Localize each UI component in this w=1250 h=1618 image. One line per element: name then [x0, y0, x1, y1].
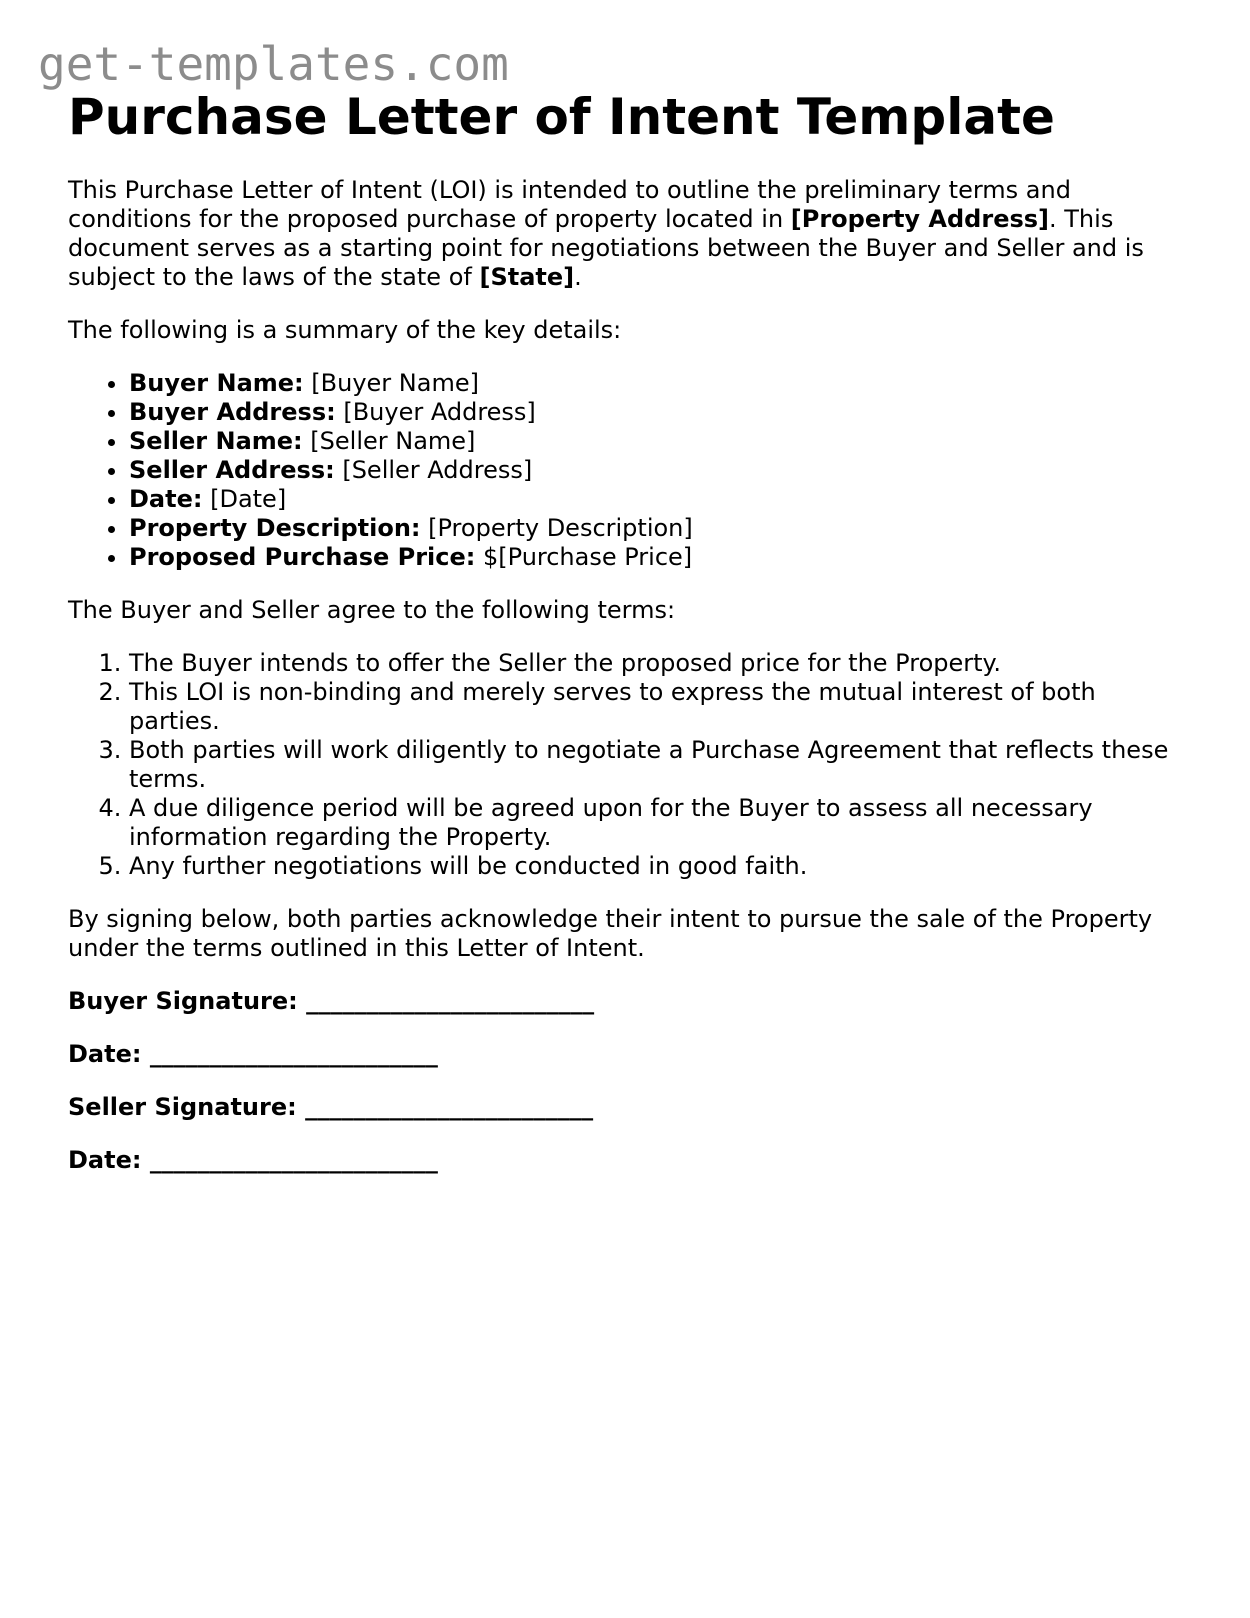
detail-value: [Buyer Address] [335, 398, 536, 426]
intro-paragraph [68, 176, 1188, 292]
detail-value: [Seller Name] [302, 427, 476, 455]
term-item: 4. A due diligence period will be agreed upon for the Buyer to assess all necessary information regarding the Property. [129, 794, 1188, 852]
detail-property-description [129, 514, 1188, 543]
detail-label: Buyer Address: [129, 398, 336, 426]
term-item: 1. The Buyer intends to offer the Seller the proposed price for the Property. [129, 649, 1188, 678]
buyer-date-line: Date: ________________________ [68, 1040, 438, 1068]
state-placeholder: [State] [479, 263, 575, 291]
detail-value: [Seller Address] [334, 456, 533, 484]
property-address-placeholder: [Property Address] [790, 205, 1050, 233]
summary-lead: The following is a summary of the key details: [68, 316, 622, 344]
detail-purchase-price [129, 543, 1188, 572]
detail-label: Seller Address: [129, 456, 335, 484]
intro-text-3: . [574, 263, 582, 291]
closing-paragraph: By signing below, both parties acknowledge their intent to pursue the sale of the Property under the terms outlined in this Letter of Intent. [68, 905, 1153, 962]
detail-value: [Property Description] [420, 514, 693, 542]
terms-list [68, 649, 1188, 881]
detail-seller-name [129, 427, 1188, 456]
terms-lead: The Buyer and Seller agree to the following terms: [68, 596, 676, 624]
detail-label: Proposed Purchase Price: [129, 543, 476, 571]
term-item: 5. Any further negotiations will be conducted in good faith. [129, 852, 1188, 881]
detail-seller-address [129, 456, 1188, 485]
detail-value: [Buyer Name] [303, 369, 479, 397]
page-title: Purchase Letter of Intent Template [68, 88, 1055, 146]
document-body [68, 84, 1188, 1175]
watermark-text: get-templates.com [38, 37, 509, 91]
detail-label: Date: [129, 485, 203, 513]
intro-text-1: This Purchase Letter of Intent (LOI) is intended to outline the preliminary terms and conditions for the proposed purchase of property located in [68, 176, 1071, 233]
detail-buyer-name [129, 369, 1188, 398]
detail-buyer-address [129, 398, 1188, 427]
detail-value: $[Purchase Price] [475, 543, 693, 571]
detail-date [129, 485, 1188, 514]
term-item: 3. Both parties will work diligently to negotiate a Purchase Agreement that reflects these terms. [129, 736, 1188, 794]
detail-label: Property Description: [129, 514, 421, 542]
detail-value: [Date] [202, 485, 287, 513]
term-item: 2. This LOI is non-binding and merely serves to express the mutual interest of both parties. [129, 678, 1188, 736]
detail-label: Seller Name: [129, 427, 303, 455]
seller-signature-line: Seller Signature: ________________________ [68, 1093, 594, 1121]
buyer-signature-line: Buyer Signature: ________________________ [68, 987, 595, 1015]
detail-label: Buyer Name: [129, 369, 304, 397]
details-list [68, 369, 1188, 572]
intro-text-2: . This document serves as a starting point for negotiations between the Buyer and Seller and is subject to the laws of the state of [68, 205, 1144, 291]
seller-date-line: Date: ________________________ [68, 1146, 438, 1174]
